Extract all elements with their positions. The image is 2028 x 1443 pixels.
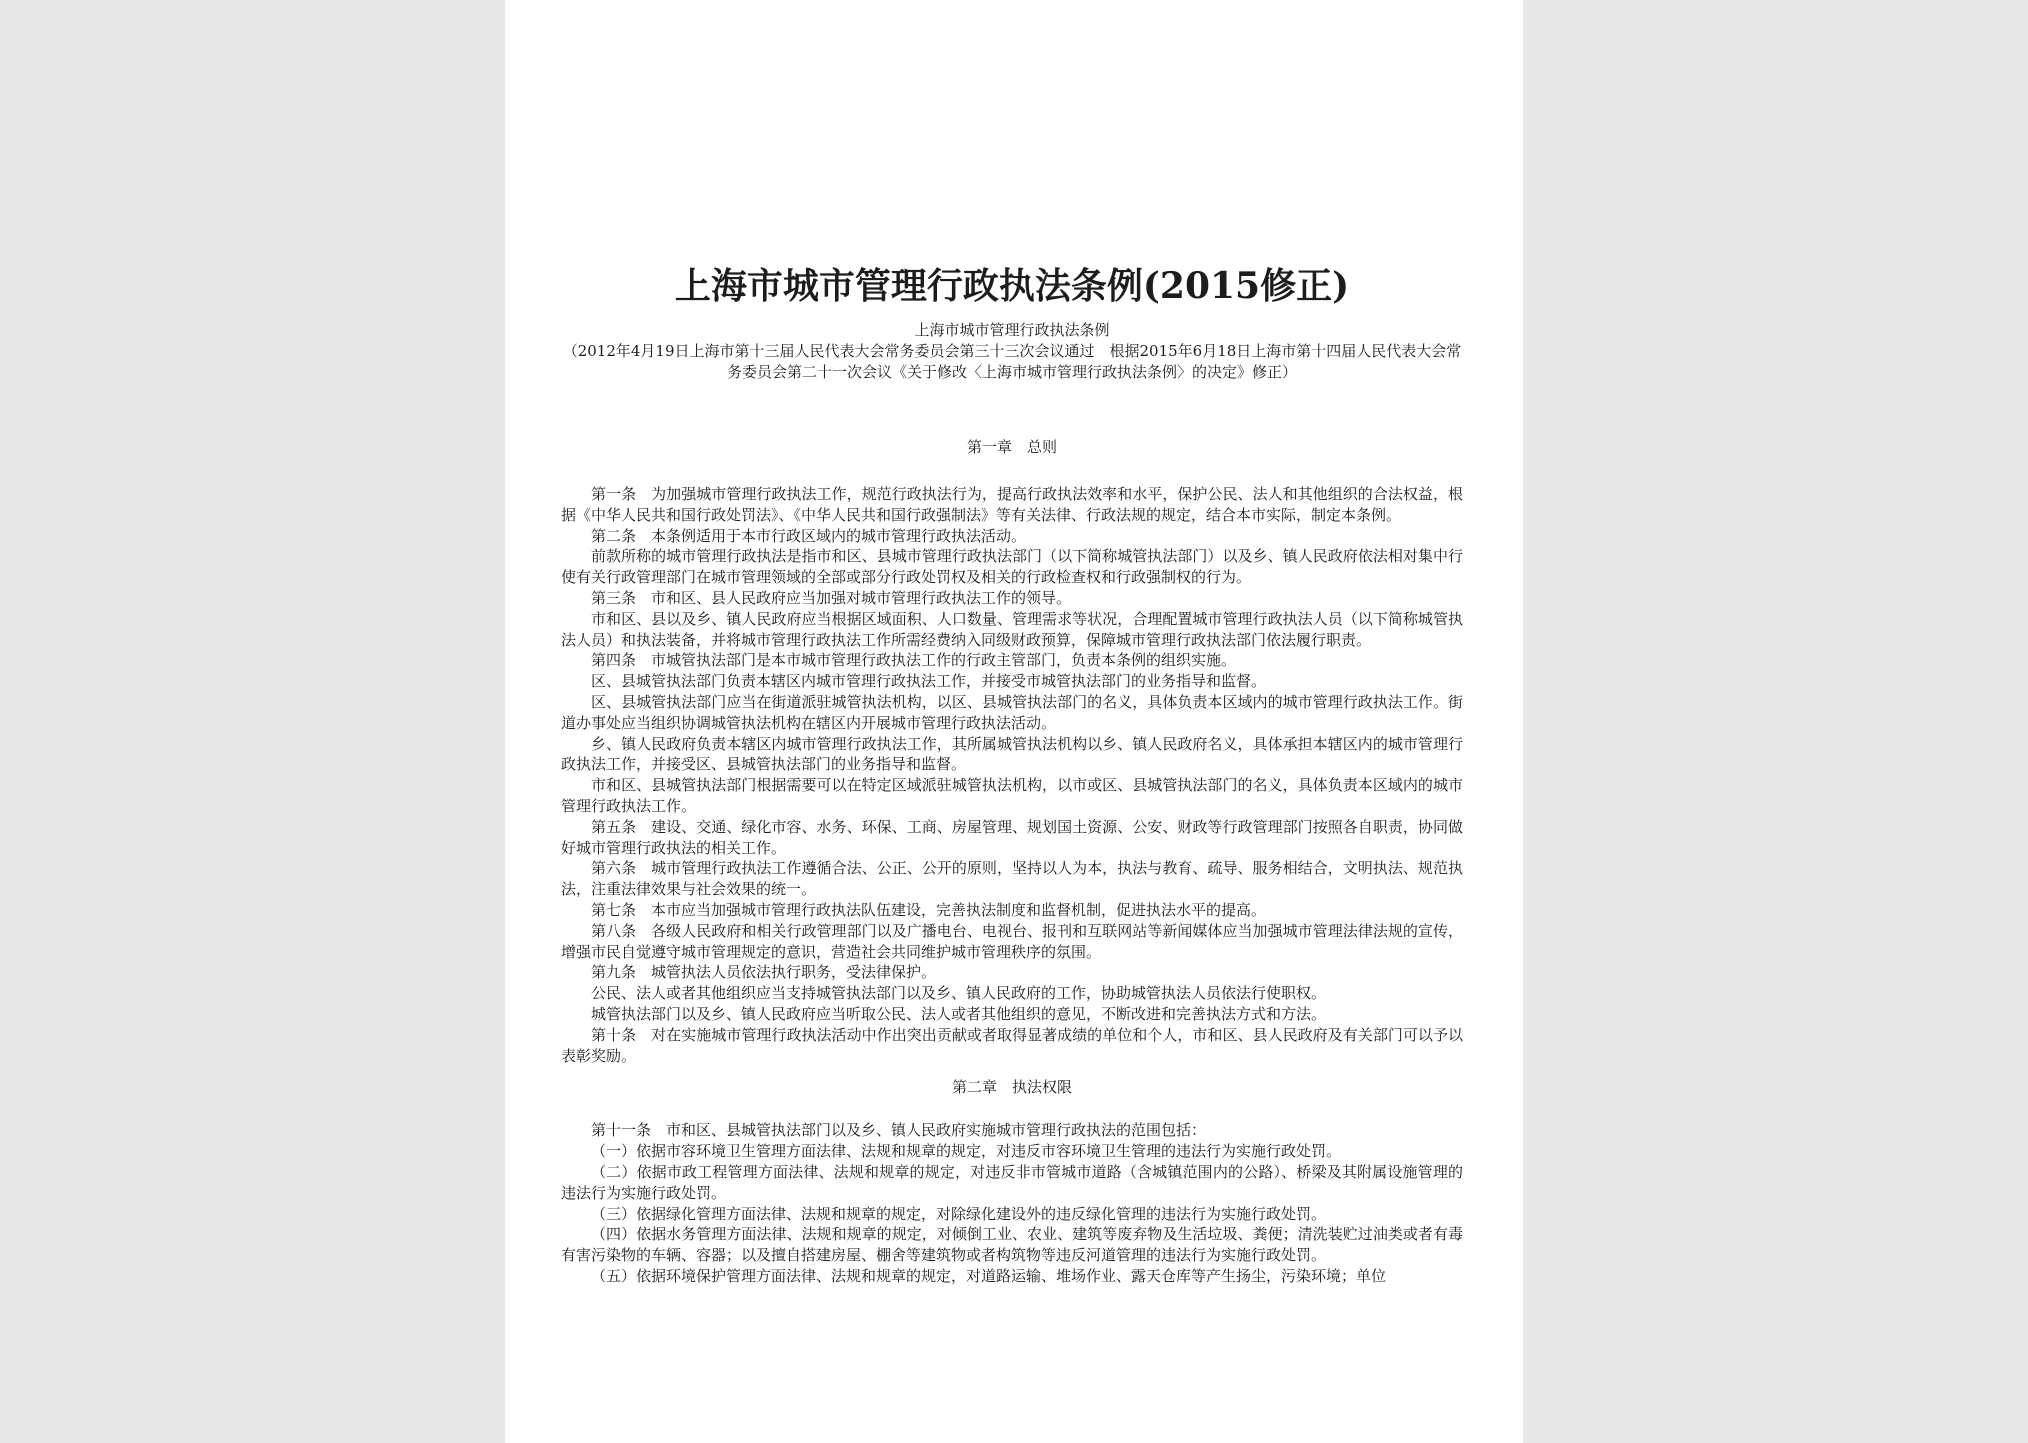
article-paragraph: （二）依据市政工程管理方面法律、法规和规章的规定，对违反非市管城市道路（含城镇范围内的公路）、桥梁及其附属设施管理的违法行为实施行政处罚。 [561,1162,1463,1202]
document-page [505,0,1523,1443]
article-paragraph: 区、县城管执法部门应当在街道派驻城管执法机构，以区、县城管执法部门的名义，具体负责本区域内的城市管理行政执法工作。街道办事处应当组织协调城管执法机构在辖区内开展城市管理行政执法活动。 [561,692,1463,732]
article-paragraph: 第十条 对在实施城市管理行政执法活动中作出突出贡献或者取得显著成绩的单位和个人，市和区、县人民政府及有关部门可以予以表彰奖励。 [561,1025,1463,1065]
chapter-heading: 第二章 执法权限 [951,1078,1072,1097]
article-paragraph: 第四条 市城管执法部门是本市城市管理行政执法工作的行政主管部门，负责本条例的组织实施。 [591,651,1237,670]
article-paragraph: 第八条 各级人民政府和相关行政管理部门以及广播电台、电视台、报刊和互联网站等新闻媒体应当加强城市管理法律法规的宣传，增强市民自觉遵守城市管理规定的意识，营造社会共同维护城市管理秩序的氛围。 [561,921,1463,961]
article-paragraph: 前款所称的城市管理行政执法是指市和区、县城市管理行政执法部门（以下简称城管执法部门）以及乡、镇人民政府依法相对集中行使有关行政管理部门在城市管理领域的全部或部分行政处罚权及相关的行政检查权和行政强制权的行为。 [561,547,1463,587]
chapter-heading: 第一章 总则 [966,438,1057,456]
article-paragraph: 区、县城管执法部门负责本辖区内城市管理行政执法工作，并接受市城管执法部门的业务指导和监督。 [591,672,1267,691]
chapter-1 [561,437,1463,1066]
document-subtitle: 上海市城市管理行政执法条例 [914,321,1110,339]
article-paragraph: 第九条 城管执法人员依法执行职务，受法律保护。 [591,963,937,982]
article-paragraph: （五）依据环境保护管理方面法律、法规和规章的规定，对道路运输、堆场作业、露天仓库等产生扬尘，污染环境；单位 [591,1266,1387,1285]
article-paragraph: 市和区、县城管执法部门根据需要可以在特定区域派驻城管执法机构，以市或区、县城管执法部门的名义，具体负责本区域内的城市管理行政执法工作。 [561,776,1463,815]
article-paragraph: 第三条 市和区、县人民政府应当加强对城市管理行政执法工作的领导。 [591,588,1072,607]
article-paragraph: 第七条 本市应当加强城市管理行政执法队伍建设，完善执法制度和监督机制，促进执法水平的提高。 [591,900,1267,919]
adoption-note: （2012年4月19日上海市第十三届人民代表大会常务委员会第三十三次会议通过 根据2015年6月18日上海市第十四届人民代表大会常务委员会第二十一次会议《关于修改〈上海市城市管理行政执法条例〉的决定》修正） [562,342,1462,381]
article-paragraph: 第十一条 市和区、县城管执法部门以及乡、镇人民政府实施城市管理行政执法的范围包括： [591,1121,1207,1140]
article-paragraph: 市和区、县以及乡、镇人民政府应当根据区域面积、人口数量、管理需求等状况，合理配置城市管理行政执法人员（以下简称城管执法人员）和执法装备，并将城市管理行政执法工作所需经费纳入同级财政预算，保障城市管理行政执法部门依法履行职责。 [561,609,1463,649]
article-paragraph: 乡、镇人民政府负责本辖区内城市管理行政执法工作，其所属城管执法机构以乡、镇人民政府名义，具体承担本辖区内的城市管理行政执法工作，并接受区、县城管执法部门的业务指导和监督。 [561,734,1463,774]
article-paragraph: 第一条 为加强城市管理行政执法工作，规范行政执法行为，提高行政执法效率和水平，保护公民、法人和其他组织的合法权益，根据《中华人民共和国行政处罚法》、《中华人民共和国行政强制法》等有关法律、行政法规的规定，结合本市实际，制定本条例。 [561,485,1463,524]
article-paragraph: 城管执法部门以及乡、镇人民政府应当听取公民、法人或者其他组织的意见，不断改进和完善执法方式和方法。 [591,1004,1327,1023]
article-paragraph: （三）依据绿化管理方面法律、法规和规章的规定，对除绿化建设外的违反绿化管理的违法行为实施行政处罚。 [591,1204,1327,1223]
article-paragraph: （四）依据水务管理方面法律、法规和规章的规定，对倾倒工业、农业、建筑等废弃物及生活垃圾、粪便；清洗装贮过油类或者有毒有害污染物的车辆、容器；以及擅自搭建房屋、棚舍等建筑物或者构筑物等违反河道管理的违法行为实施行政处罚。 [561,1225,1463,1265]
article-paragraph: 第五条 建设、交通、绿化市容、水务、环保、工商、房屋管理、规划国土资源、公安、财政等行政管理部门按照各自职责，协同做好城市管理行政执法的相关工作。 [561,817,1463,857]
article-paragraph: 第二条 本条例适用于本市行政区域内的城市管理行政执法活动。 [591,526,1027,545]
article-paragraph: （一）依据市容环境卫生管理方面法律、法规和规章的规定，对违反市容环境卫生管理的违法行为实施行政处罚。 [591,1142,1342,1161]
article-paragraph: 公民、法人或者其他组织应当支持城管执法部门以及乡、镇人民政府的工作，协助城管执法人员依法行使职权。 [591,984,1327,1003]
article-paragraph: 第六条 城市管理行政执法工作遵循合法、公正、公开的原则，坚持以人为本，执法与教育、疏导、服务相结合，文明执法、规范执法，注重法律效果与社会效果的统一。 [561,859,1463,899]
chapter-2 [561,1077,1463,1286]
document-title: 上海市城市管理行政执法条例(2015修正) [674,265,1350,307]
